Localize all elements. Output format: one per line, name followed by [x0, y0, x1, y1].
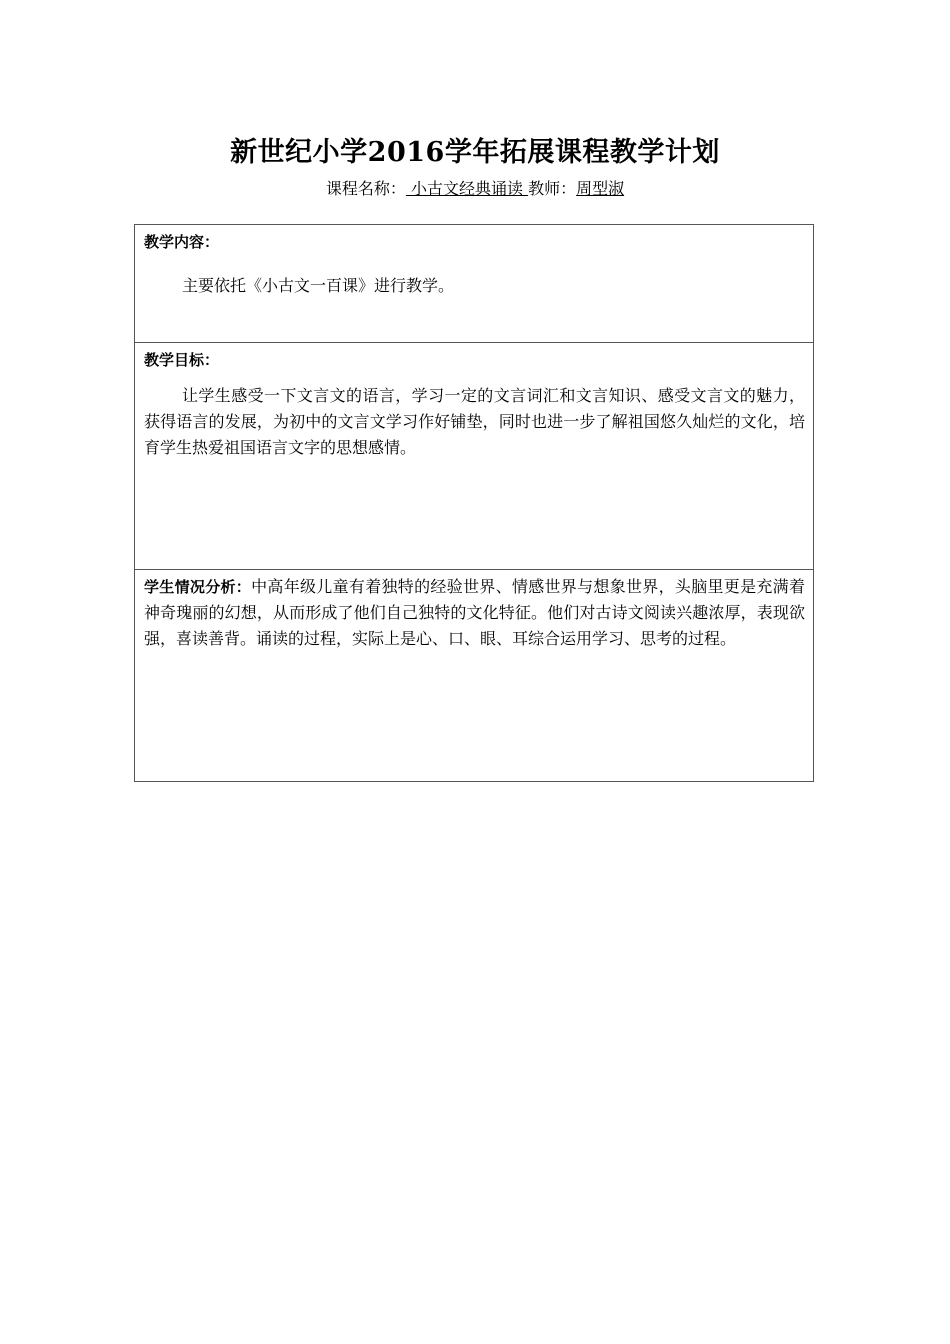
teaching-goals-text: 让学生感受一下文言文的语言，学习一定的文言词汇和文言知识、感受文言文的魅力，获得语言的发展，为初中的文言文学习作好铺垫，同时也进一步了解祖国悠久灿烂的文化，培育学生热爱祖国语言文字的思想感情。 [144, 386, 805, 457]
course-name-value: 小古文经典诵读 [405, 179, 529, 198]
table-row-content [135, 225, 814, 343]
student-analysis-label: 学生情况分析： [144, 578, 252, 596]
course-name-label: 课程名称： [325, 179, 406, 198]
student-analysis-text: 中高年级儿童有着独特的经验世界、情感世界与想象世界，头脑里更是充满着神奇瑰丽的幻想，从而形成了他们自己独特的文化特征。他们对古诗文阅读兴趣浓厚，表现欲强，喜读善背。诵读的过程，实际上是心、口、眼、耳综合运用学习、思考的过程。 [144, 577, 805, 648]
document-title: 新世纪小学2016学年拓展课程教学计划 [230, 137, 720, 168]
plan-table [134, 224, 814, 782]
teaching-content-cell [135, 225, 814, 343]
teacher-label: 教师： [528, 179, 577, 198]
course-meta-line [0, 176, 950, 199]
table-row-goals [135, 343, 814, 570]
student-analysis-paragraph [144, 574, 805, 652]
teaching-goals-label: 教学目标： [144, 351, 220, 369]
teaching-goals-cell [135, 343, 814, 570]
teaching-content-label: 教学内容： [144, 233, 220, 251]
teacher-name-value: 周型淑 [576, 179, 625, 198]
teaching-content-text: 主要依托《小古文一百课》进行教学。 [182, 276, 455, 295]
student-analysis-cell [135, 570, 814, 782]
table-row-analysis [135, 570, 814, 782]
